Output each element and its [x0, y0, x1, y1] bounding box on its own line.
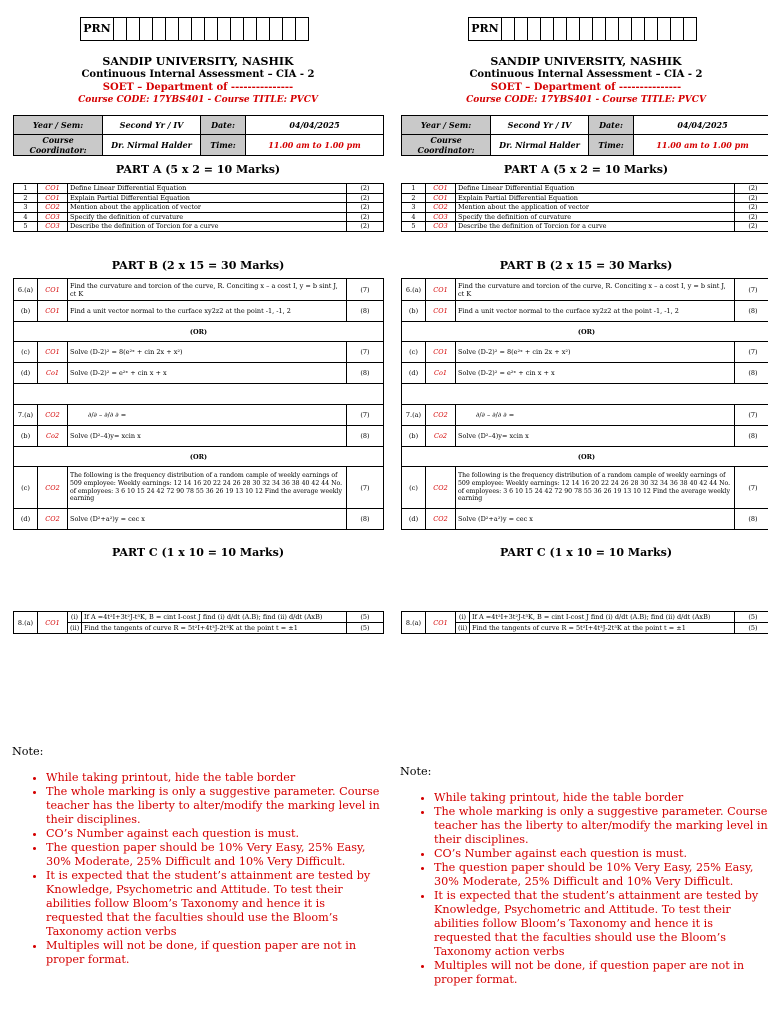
- coordinator-label: Course Coordinator:: [14, 135, 103, 156]
- assessment-title: Continuous Internal Assessment – CIA - 2: [469, 69, 703, 80]
- paper-header: [12, 55, 384, 107]
- year-value: Second Yr / IV: [103, 116, 201, 135]
- question-row: 3 CO2 Mention about the application of vector (2): [402, 203, 768, 213]
- question-row: 5 CO3 Describe the definition of Torcion for a curve (2): [402, 222, 768, 232]
- note-item: • Multiples will not be done, if question paper are not in proper format.: [46, 939, 384, 967]
- or-divider: (OR): [402, 322, 768, 342]
- date-label: Date:: [201, 116, 246, 135]
- note-item: • The whole marking is only a suggestive parameter. Course teacher has the liberty to alter/modify the marking level in their disciplines.: [434, 805, 768, 847]
- note-item: • The whole marking is only a suggestive parameter. Course teacher has the liberty to alter/modify the marking level in their disciplines.: [46, 785, 384, 827]
- question-row: 7.(a) CO2 ∂/∂ – ∂/∂ ∂ = (7): [402, 405, 768, 426]
- note-item: • The question paper should be 10% Very Easy, 25% Easy, 30% Moderate, 25% Difficult and 10% Very Difficult.: [434, 861, 768, 889]
- prn-label: PRN: [469, 18, 502, 40]
- part-b-title: PART B (2 x 15 = 30 Marks): [111, 259, 285, 272]
- question-row: 1 CO1 Define Linear Differential Equation (2): [402, 184, 768, 194]
- question-row: 8.(a) CO1 (i) If A =4t²I+3t²J-t³K, B = cint I-cost J find (i) d/dt (A.B); find (ii) d/dt (AxB) (5): [402, 612, 768, 623]
- part-a-title: PART A (5 x 2 = 10 Marks): [115, 163, 281, 176]
- or-divider: (OR): [14, 322, 384, 342]
- time-label: Time:: [201, 135, 246, 156]
- part-b-table: [401, 278, 768, 530]
- part-a-title: PART A (5 x 2 = 10 Marks): [503, 163, 669, 176]
- course-line: Course CODE: 17YBS401 - Course TITLE: PVCV: [78, 95, 318, 105]
- coordinator-value: Dr. Nirmal Halder: [103, 135, 201, 156]
- question-row: (ii) Find the tangents of curve R = 5t²I+4t³J-2t³K at the point t = ±1 (5): [402, 623, 768, 634]
- info-table: [13, 115, 384, 156]
- question-row: 6.(a) CO1 Find the curvature and torcion of the curve, R. Conciting x – a cost I, y = b sint J, ct K (7): [402, 279, 768, 301]
- part-a-table: [13, 183, 384, 232]
- note-item: • Multiples will not be done, if question paper are not in proper format.: [434, 959, 768, 987]
- question-row: 6.(a) CO1 Find the curvature and torcion of the curve, R. Conciting x – a cost I, y = b sint J, ct K (7): [14, 279, 384, 301]
- prn-box: [80, 17, 309, 41]
- question-row: (b) Co2 Solve (D²–4)y= xcin x (8): [14, 426, 384, 447]
- question-row: (d) Co1 Solve (D-2)² = e²ˣ + cin x + x (8): [402, 363, 768, 384]
- year-value: Second Yr / IV: [491, 116, 589, 135]
- question-paper-right: [400, 0, 768, 1024]
- time-label: Time:: [589, 135, 634, 156]
- part-b-title: PART B (2 x 15 = 30 Marks): [499, 259, 673, 272]
- question-row: 1 CO1 Define Linear Differential Equation (2): [14, 184, 384, 194]
- year-label: Year / Sem:: [402, 116, 491, 135]
- question-row: (c) CO2 The following is the frequency distribution of a random cample of weekly earnings of 509 employee: Weekly earnings: 12 14 16 20 22 24 26 28 30 32 34 36 38 40 42 44 No. of employees: 3 6 10 15 24 42 72 90 78 55 36 26 19 13 10 12 Find the average weekly earning (7): [14, 467, 384, 509]
- question-paper-left: [12, 0, 384, 1024]
- note-item: • It is expected that the student’s attainment are tested by Knowledge, Psychometric and Attitude. To test their abilities follow Bloom’s Taxonomy and hence it is requested that the faculties should use the Bloom’s Taxonomy action verbs: [46, 869, 384, 939]
- question-row: (c) CO1 Solve (D-2)² = 8(e²ˣ + cin 2x + x²) (7): [402, 342, 768, 363]
- note-item: • CO’s Number against each question is must.: [434, 847, 768, 861]
- info-table: [401, 115, 768, 156]
- question-row: (c) CO1 Solve (D-2)² = 8(e²ˣ + cin 2x + x²) (7): [14, 342, 384, 363]
- question-row: (ii) Find the tangents of curve R = 5t²I+4t³J-2t³K at the point t = ±1 (5): [14, 623, 384, 634]
- note-item: • While taking printout, hide the table border: [46, 771, 384, 785]
- date-value: 04/04/2025: [634, 116, 768, 135]
- notes-section: [400, 765, 768, 987]
- question-row: (c) CO2 The following is the frequency distribution of a random cample of weekly earnings of 509 employee: Weekly earnings: 12 14 16 20 22 24 26 28 30 32 34 36 38 40 42 44 No. of employees: 3 6 10 15 24 42 72 90 78 55 36 26 19 13 10 12 Find the average weekly earning (7): [402, 467, 768, 509]
- prn-label: PRN: [81, 18, 114, 40]
- or-divider: (OR): [402, 447, 768, 467]
- question-row: (b) CO1 Find a unit vector normal to the curface xy2z2 at the point -1, -1, 2 (8): [14, 301, 384, 322]
- note-item: • CO’s Number against each question is must.: [46, 827, 384, 841]
- question-row: (b) CO1 Find a unit vector normal to the curface xy2z2 at the point -1, -1, 2 (8): [402, 301, 768, 322]
- coordinator-label: Course Coordinator:: [402, 135, 491, 156]
- question-row: 5 CO3 Describe the definition of Torcion for a curve (2): [14, 222, 384, 232]
- question-row: (d) CO2 Solve (D²+a²)y = cec x (8): [14, 509, 384, 530]
- date-value: 04/04/2025: [246, 116, 384, 135]
- time-value: 11.00 am to 1.00 pm: [246, 135, 384, 156]
- department-line: SOET – Department of ---------------: [102, 82, 294, 93]
- note-item: • The question paper should be 10% Very Easy, 25% Easy, 30% Moderate, 25% Difficult and 10% Very Difficult.: [46, 841, 384, 869]
- question-row: 4 CO3 Specify the definition of curvature (2): [14, 212, 384, 222]
- or-divider: (OR): [14, 447, 384, 467]
- question-row: 4 CO3 Specify the definition of curvature (2): [402, 212, 768, 222]
- part-c-table: [401, 611, 768, 634]
- note-label: Note:: [400, 765, 432, 778]
- note-label: Note:: [12, 745, 44, 758]
- part-c-title: PART C (1 x 10 = 10 Marks): [499, 546, 673, 559]
- date-label: Date:: [589, 116, 634, 135]
- question-row: (b) Co2 Solve (D²–4)y= xcin x (8): [402, 426, 768, 447]
- coordinator-value: Dr. Nirmal Halder: [491, 135, 589, 156]
- assessment-title: Continuous Internal Assessment – CIA - 2: [81, 69, 315, 80]
- question-row: (d) CO2 Solve (D²+a²)y = cec x (8): [402, 509, 768, 530]
- year-label: Year / Sem:: [14, 116, 103, 135]
- part-a-table: [401, 183, 768, 232]
- note-item: • It is expected that the student’s attainment are tested by Knowledge, Psychometric and Attitude. To test their abilities follow Bloom’s Taxonomy and hence it is requested that the faculties should use the Bloom’s Taxonomy action verbs: [434, 889, 768, 959]
- time-value: 11.00 am to 1.00 pm: [634, 135, 768, 156]
- notes-list: [400, 791, 768, 987]
- course-line: Course CODE: 17YBS401 - Course TITLE: PVCV: [466, 95, 706, 105]
- note-item: • While taking printout, hide the table border: [434, 791, 768, 805]
- prn-box: [468, 17, 697, 41]
- question-row: 2 CO1 Explain Partial Differential Equation (2): [402, 193, 768, 203]
- paper-header: [400, 55, 768, 107]
- part-b-table: [13, 278, 384, 530]
- university-name: SANDIP UNIVERSITY, NASHIK: [490, 55, 682, 68]
- notes-list: [12, 771, 384, 967]
- university-name: SANDIP UNIVERSITY, NASHIK: [102, 55, 294, 68]
- question-row: 3 CO2 Mention about the application of vector (2): [14, 203, 384, 213]
- question-row: (d) Co1 Solve (D-2)² = e²ˣ + cin x + x (8): [14, 363, 384, 384]
- notes-section: [12, 745, 384, 967]
- department-line: SOET – Department of ---------------: [490, 82, 682, 93]
- part-c-table: [13, 611, 384, 634]
- part-c-title: PART C (1 x 10 = 10 Marks): [111, 546, 285, 559]
- question-row: 2 CO1 Explain Partial Differential Equation (2): [14, 193, 384, 203]
- question-row: 7.(a) CO2 ∂/∂ – ∂/∂ ∂ = (7): [14, 405, 384, 426]
- question-row: 8.(a) CO1 (i) If A =4t²I+3t²J-t³K, B = cint I-cost J find (i) d/dt (A.B); find (ii) d/dt (AxB) (5): [14, 612, 384, 623]
